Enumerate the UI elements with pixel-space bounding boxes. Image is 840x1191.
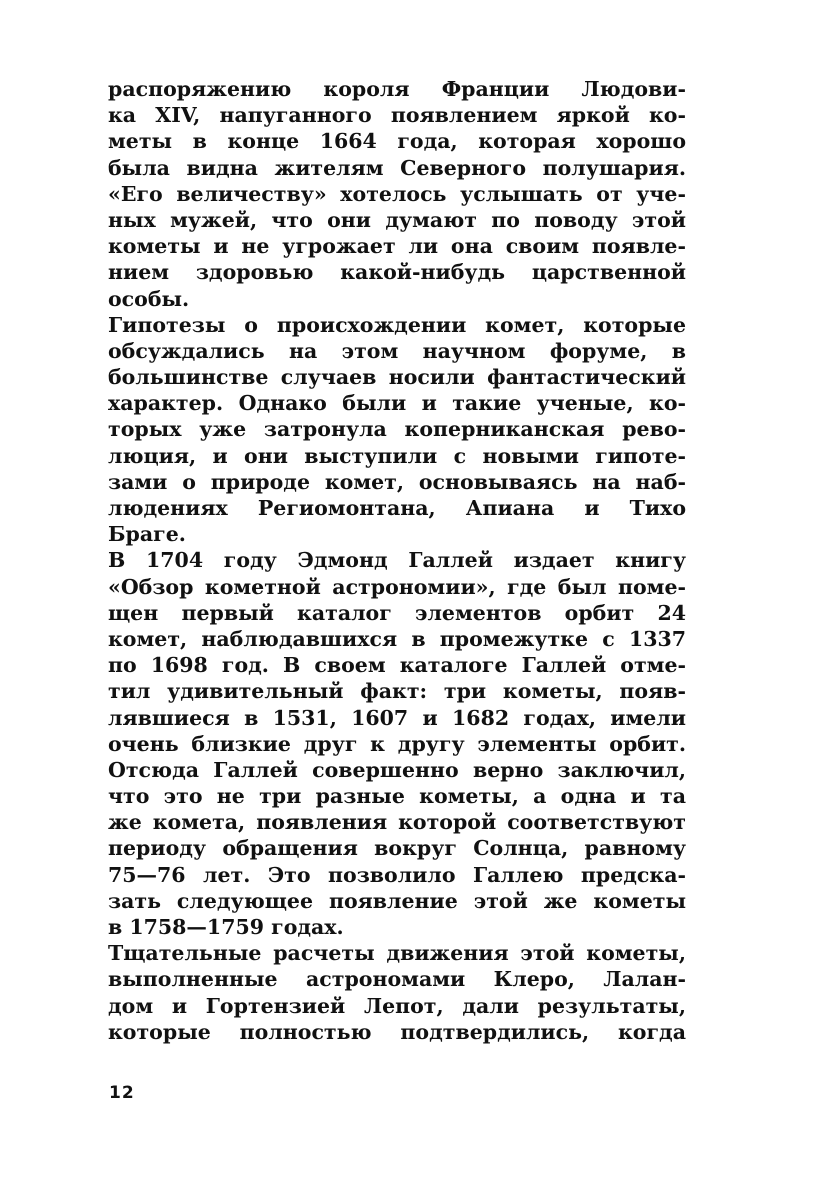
text-line: нием здоровью какой-нибудь царственной bbox=[108, 260, 686, 285]
text-line: люция, и они выступили с новыми гипоте- bbox=[108, 443, 686, 468]
text-line: выполненные астрономами Клеро, Лалан- bbox=[108, 967, 686, 992]
text-line: же комета, появления которой соответствуют bbox=[108, 810, 686, 835]
text-line: по 1698 год. В своем каталоге Галлей отме- bbox=[108, 653, 686, 678]
text-line: большинстве случаев носили фантастический bbox=[108, 365, 686, 390]
text-line: щен первый каталог элементов орбит 24 bbox=[108, 600, 686, 625]
text-line: меты в конце 1664 года, которая хорошо bbox=[108, 129, 686, 154]
text-line: тил удивительный факт: три кометы, появ- bbox=[108, 679, 686, 704]
text-line: Отсюда Галлей совершенно верно заключил, bbox=[108, 757, 686, 782]
text-line: дом и Гортензией Лепот, дали результаты, bbox=[108, 993, 686, 1018]
paragraph-2 bbox=[108, 312, 686, 548]
text-line: «Его величеству» хотелось услышать от уче- bbox=[108, 181, 686, 206]
text-line: торых уже затронула коперниканская рево- bbox=[108, 417, 686, 442]
paragraph-1 bbox=[108, 76, 686, 312]
text-line: особы. bbox=[108, 286, 190, 311]
text-line: ных мужей, что они думают по поводу этой bbox=[108, 207, 686, 232]
text-line: Браге. bbox=[108, 522, 186, 547]
text-line: которые полностью подтвердились, когда bbox=[108, 1019, 686, 1044]
text-line: лявшиеся в 1531, 1607 и 1682 годах, имели bbox=[108, 705, 686, 730]
text-line: была видна жителям Северного полушария. bbox=[108, 155, 686, 180]
text-line: обсуждались на этом научном форуме, в bbox=[108, 338, 686, 363]
text-line: людениях Региомонтана, Апиана и Тихо bbox=[108, 496, 686, 520]
text-line: что это не три разные кометы, а одна и та bbox=[108, 784, 686, 809]
text-line: ка XIV, напуганного появлением яркой ко- bbox=[108, 103, 686, 128]
text-line: распоряжению короля Франции Людови- bbox=[108, 77, 686, 101]
text-line: комет, наблюдавшихся в промежутке с 1337 bbox=[108, 626, 686, 651]
body-text bbox=[108, 76, 686, 1045]
text-line: периоду обращения вокруг Солнца, равному bbox=[108, 836, 686, 861]
text-line: В 1704 году Эдмонд Галлей издает книгу bbox=[108, 548, 686, 573]
text-line: кометы и не угрожает ли она своим появле- bbox=[108, 234, 686, 259]
paragraph-4 bbox=[108, 940, 686, 1045]
text-line: «Обзор кометной астрономии», где был поме- bbox=[108, 574, 686, 599]
text-line: очень близкие друг к другу элементы орбит. bbox=[108, 731, 686, 756]
paragraph-3 bbox=[108, 547, 686, 940]
text-line: зать следующее появление этой же кометы bbox=[108, 888, 686, 913]
text-line: в 1758—1759 годах. bbox=[108, 915, 344, 939]
text-line: зами о природе комет, основываясь на наб- bbox=[108, 469, 686, 494]
text-line: Тщательные расчеты движения этой кометы, bbox=[108, 941, 686, 966]
text-line: Гипотезы о происхождении комет, которые bbox=[108, 312, 686, 337]
text-line: 75—76 лет. Это позволило Галлею предска- bbox=[108, 862, 686, 887]
page-number: 12 bbox=[109, 1083, 135, 1103]
text-line: характер. Однако были и такие ученые, ко- bbox=[108, 391, 686, 416]
